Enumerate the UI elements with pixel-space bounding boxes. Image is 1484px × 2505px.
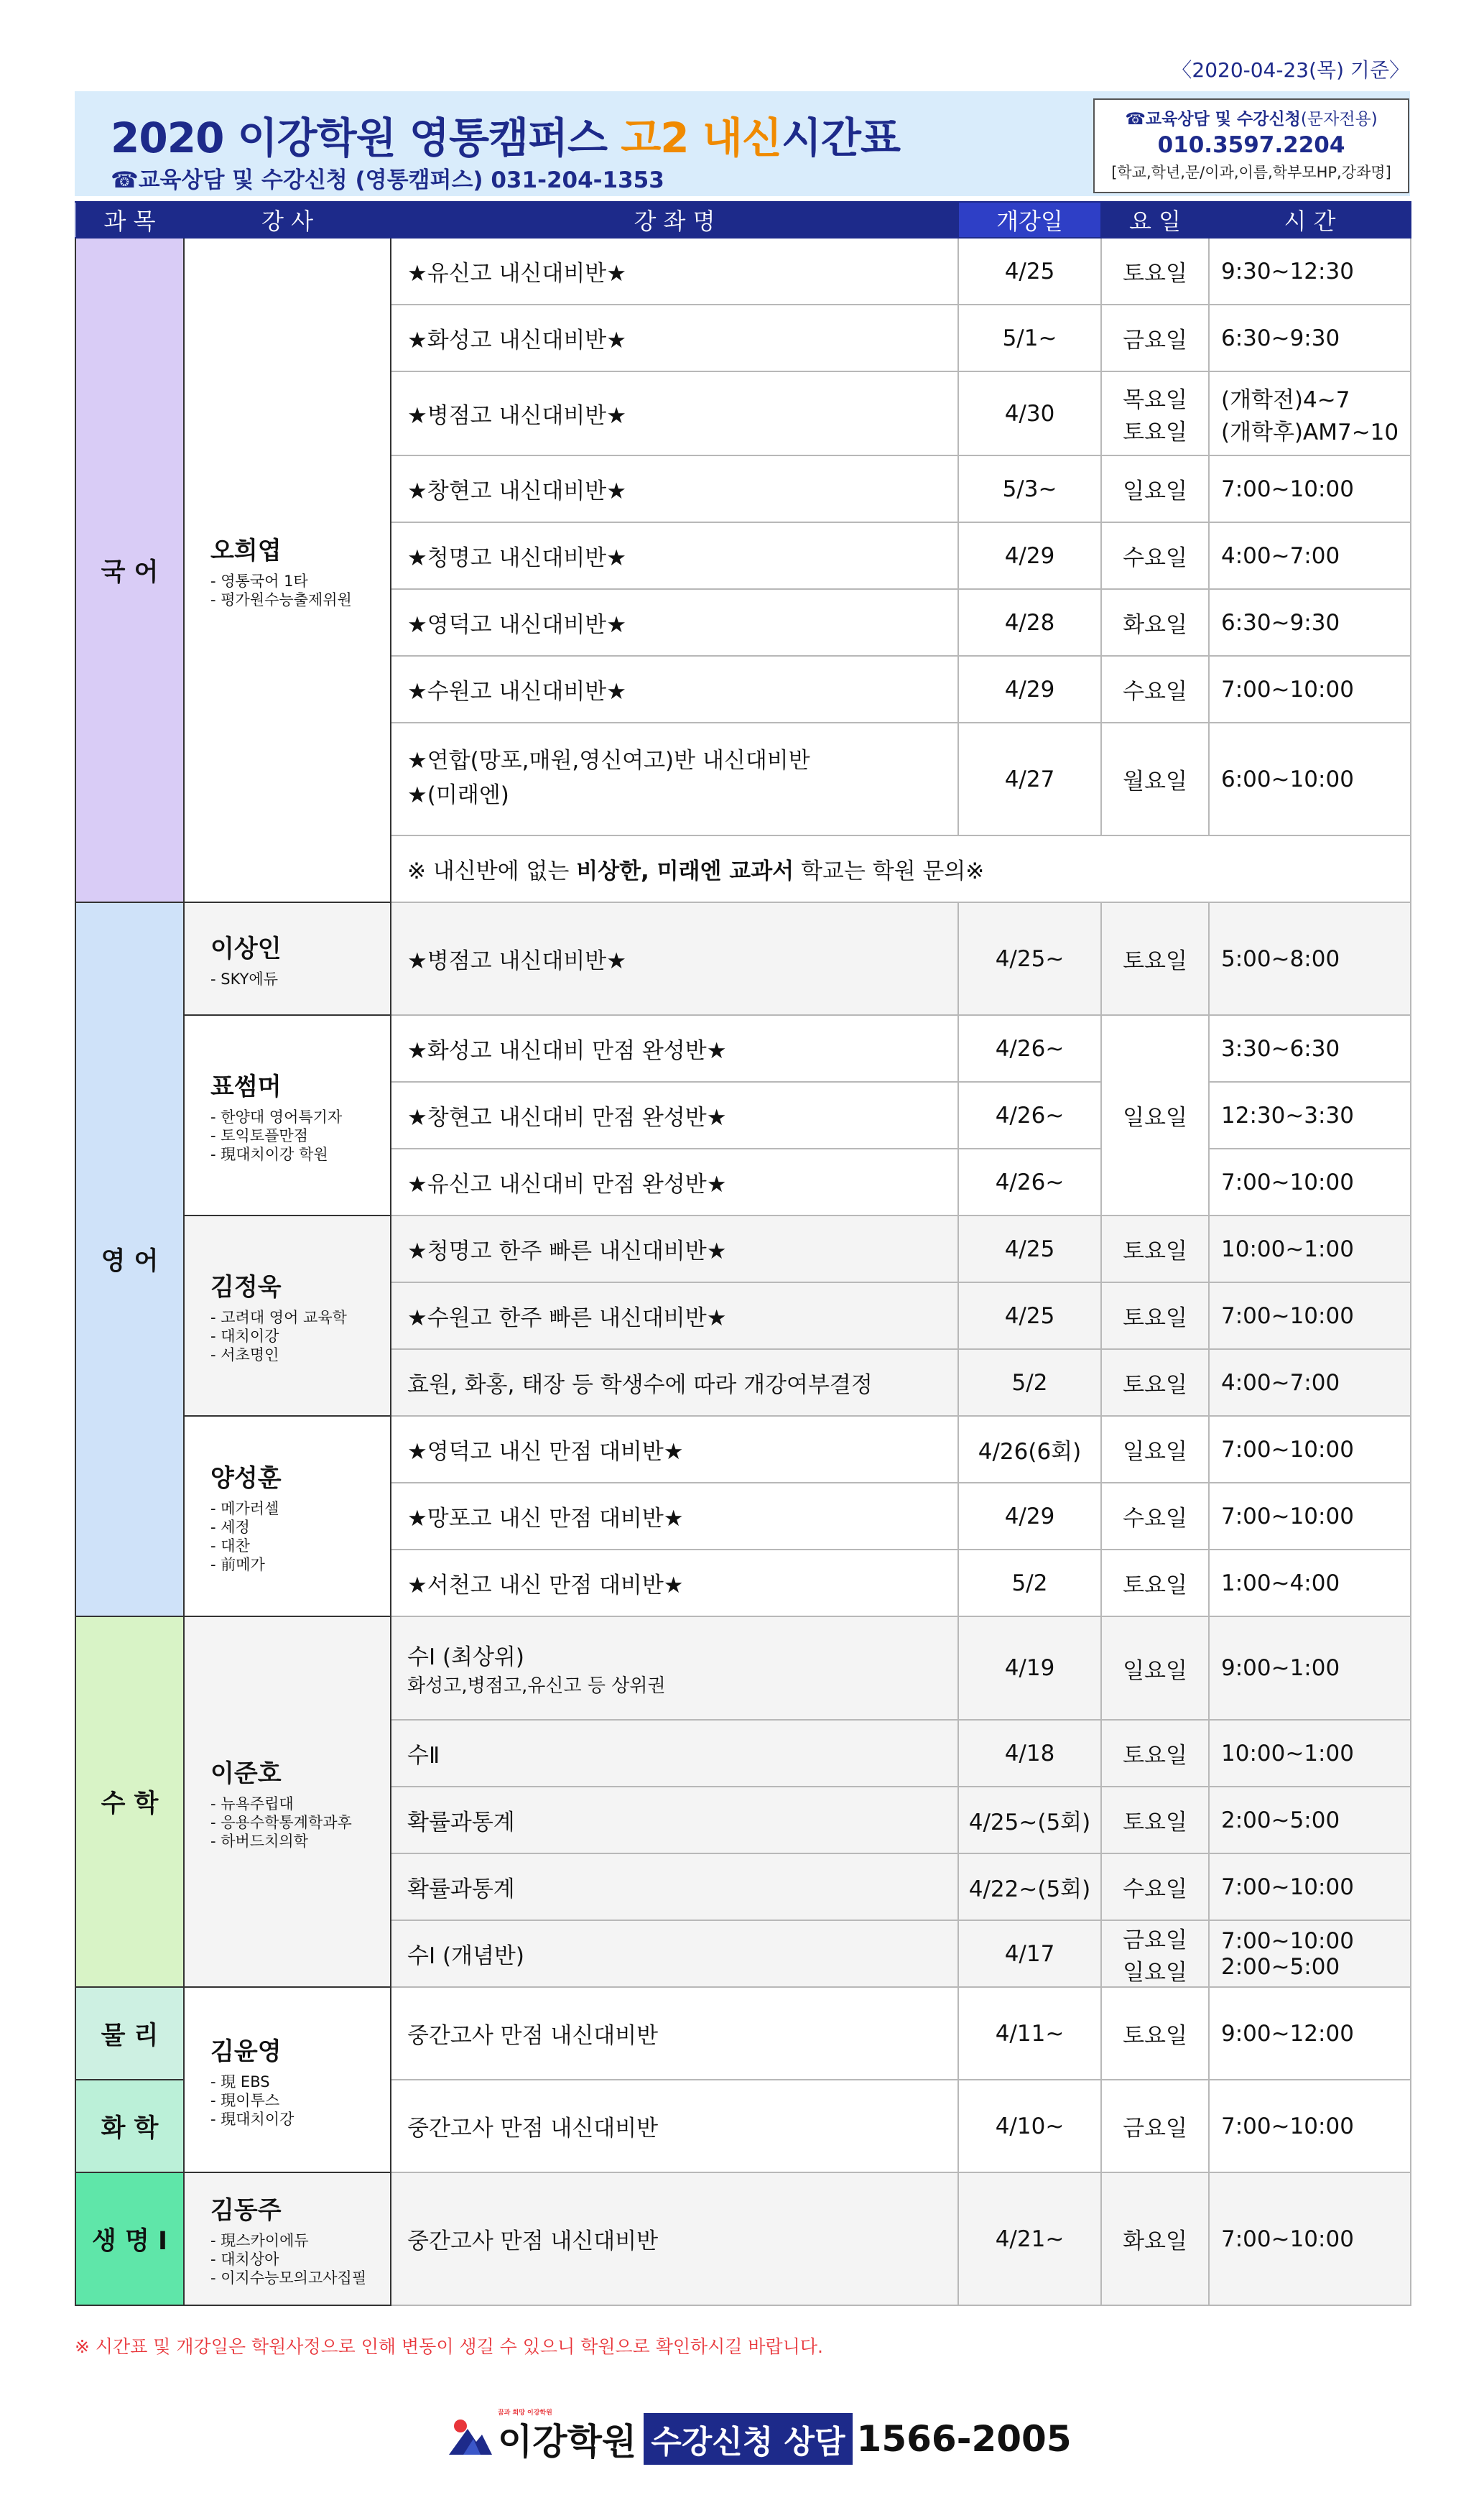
course-name: 중간고사 만점 내신대비반 xyxy=(391,2172,958,2305)
course-name: 효원, 화홍, 태장 등 학생수에 따라 개강여부결정 xyxy=(391,1349,958,1416)
day: 수요일 xyxy=(1101,1853,1209,1920)
day: 월요일 xyxy=(1101,723,1209,835)
teacher-name: 이상인 xyxy=(210,935,282,963)
teacher-oh: 오희엽 - 영통국어 1타 - 평가원수능출제위원 xyxy=(184,238,391,902)
time: 7:00~10:00 xyxy=(1209,1282,1411,1349)
col-header-subject: 과 목 xyxy=(75,202,184,238)
course-name: ★유신고 내신대비 만점 완성반★ xyxy=(391,1149,958,1216)
day: 금요일 xyxy=(1101,305,1209,371)
time: 7:00~10:00 xyxy=(1209,1853,1411,1920)
time: 7:00~10:00 xyxy=(1209,2172,1411,2305)
start-date: 4/11~ xyxy=(958,1987,1101,2080)
course-name: ★수원고 한주 빠른 내신대비반★ xyxy=(391,1282,958,1349)
korean-note: ※ 내신반에 없는 비상한, 미래엔 교과서 학교는 학원 문의※ xyxy=(391,835,1411,902)
course-name: ★연합(망포,매원,영신여고)반 내신대비반 ★(미래엔) xyxy=(391,723,958,835)
col-header-time: 시 간 xyxy=(1209,202,1411,238)
start-date: 4/27 xyxy=(958,723,1101,835)
register-badge[interactable]: 수강신청 상담 xyxy=(644,2413,852,2465)
table-row xyxy=(75,2172,1411,2305)
time: 7:00~10:00 xyxy=(1209,1416,1411,1483)
day: 일요일 xyxy=(1101,1616,1209,1720)
course-name: 중간고사 만점 내신대비반 xyxy=(391,1987,958,2080)
table-row xyxy=(75,238,1411,305)
course-name: ★창현고 내신대비반★ xyxy=(391,455,958,522)
table-row xyxy=(75,1015,1411,1082)
course-name: ★영덕고 내신대비반★ xyxy=(391,589,958,656)
start-date: 4/18 xyxy=(958,1720,1101,1787)
day: 일요일 xyxy=(1101,1416,1209,1483)
start-date: 4/26(6회) xyxy=(958,1416,1101,1483)
timetable xyxy=(75,201,1411,2306)
time: 9:00~1:00 xyxy=(1209,1616,1411,1720)
start-date: 4/29 xyxy=(958,1483,1101,1550)
start-date: 4/26~ xyxy=(958,1082,1101,1149)
contact-phone[interactable]: 010.3597.2204 xyxy=(1157,132,1345,158)
time: 1:00~4:00 xyxy=(1209,1550,1411,1616)
time: 6:30~9:30 xyxy=(1209,589,1411,656)
title-highlight: 고2 내신 xyxy=(621,114,782,162)
course-name: 중간고사 만점 내신대비반 xyxy=(391,2080,958,2172)
teacher-name: 양성훈 xyxy=(210,1464,282,1493)
logo-text: 꿈과 희망 이강학원 이강학원 xyxy=(498,2409,637,2463)
footnote: ※ 시간표 및 개강일은 학원사정으로 인해 변동이 생길 수 있으니 학원으로 확인하시길 바랍니다. xyxy=(75,2336,823,2357)
time: 12:30~3:30 xyxy=(1209,1082,1411,1149)
time: 10:00~1:00 xyxy=(1209,1216,1411,1282)
table-header-row xyxy=(75,202,1411,238)
page-title: 2020 이강학원 영통캠퍼스 고2 내신시간표 xyxy=(111,114,900,162)
start-date: 4/19 xyxy=(958,1616,1101,1720)
teacher-name: 김동주 xyxy=(210,2196,282,2225)
subject-english: 영 어 xyxy=(75,902,184,1616)
contact-info: [학교,학년,문/이과,이름,학부모HP,강좌명] xyxy=(1111,164,1391,181)
time: 5:00~8:00 xyxy=(1209,902,1411,1015)
course-name: 수Ⅰ (개념반) xyxy=(391,1920,958,1987)
start-date: 4/28 xyxy=(958,589,1101,656)
teacher-name: 김윤영 xyxy=(210,2037,282,2066)
day: 화요일 xyxy=(1101,2172,1209,2305)
teacher-kim-j: 김정욱 - 고려대 영어 교육학 - 대치이강 - 서초명인 xyxy=(184,1216,391,1416)
teacher-name: 오희엽 xyxy=(210,537,282,565)
subject-chemistry: 화 학 xyxy=(75,2080,184,2172)
start-date: 4/26~ xyxy=(958,1149,1101,1216)
start-date: 5/1~ xyxy=(958,305,1101,371)
start-date: 4/21~ xyxy=(958,2172,1101,2305)
day: 금요일 일요일 xyxy=(1101,1920,1209,1987)
start-date: 4/29 xyxy=(958,656,1101,723)
page-subtitle: ☎교육상담 및 수강신청 (영통캠퍼스) 031-204-1353 xyxy=(111,167,664,193)
start-date: 4/25 xyxy=(958,1282,1101,1349)
day: 토요일 xyxy=(1101,902,1209,1015)
contact-label: ☎교육상담 및 수강신청(문자전용) xyxy=(1125,110,1378,129)
time: 7:00~10:00 xyxy=(1209,1483,1411,1550)
table-row xyxy=(75,1216,1411,1282)
start-date: 4/26~ xyxy=(958,1015,1101,1082)
teacher-pyo: 표썸머 - 한양대 영어특기자 - 토익토플만점 - 現대치이강 학원 xyxy=(184,1015,391,1216)
day: 토요일 xyxy=(1101,1987,1209,2080)
course-name: ★병점고 내신대비반★ xyxy=(391,371,958,455)
day: 토요일 xyxy=(1101,238,1209,305)
subject-math: 수 학 xyxy=(75,1616,184,1987)
time: 7:00~10:00 xyxy=(1209,2080,1411,2172)
time: 9:30~12:30 xyxy=(1209,238,1411,305)
table-row xyxy=(75,1416,1411,1483)
course-name: 수Ⅱ xyxy=(391,1720,958,1787)
col-header-course: 강 좌 명 xyxy=(391,202,958,238)
course-name: ★청명고 내신대비반★ xyxy=(391,522,958,589)
day: 토요일 xyxy=(1101,1787,1209,1853)
subject-korean: 국 어 xyxy=(75,238,184,902)
day: 토요일 xyxy=(1101,1349,1209,1416)
day: 화요일 xyxy=(1101,589,1209,656)
start-date: 4/25 xyxy=(958,1216,1101,1282)
date-stamp: 〈2020-04-23(목) 기준〉 xyxy=(1172,58,1409,82)
start-date: 4/10~ xyxy=(958,2080,1101,2172)
day: 수요일 xyxy=(1101,1483,1209,1550)
time: 10:00~1:00 xyxy=(1209,1720,1411,1787)
day: 수요일 xyxy=(1101,656,1209,723)
time: 3:30~6:30 xyxy=(1209,1015,1411,1082)
header-banner xyxy=(75,91,1410,196)
col-header-teacher: 강 사 xyxy=(184,202,391,238)
start-date: 4/30 xyxy=(958,371,1101,455)
bottom-phone[interactable]: 1566-2005 xyxy=(856,2418,1072,2460)
course-name: ★수원고 내신대비반★ xyxy=(391,656,958,723)
start-date: 5/2 xyxy=(958,1349,1101,1416)
subject-biology: 생 명 Ⅰ xyxy=(75,2172,184,2305)
day: 토요일 xyxy=(1101,1216,1209,1282)
table-row xyxy=(75,1616,1411,1720)
time: 4:00~7:00 xyxy=(1209,1349,1411,1416)
day: 금요일 xyxy=(1101,2080,1209,2172)
time: 7:00~10:00 2:00~5:00 xyxy=(1209,1920,1411,1987)
time: 7:00~10:00 xyxy=(1209,455,1411,522)
day: 토요일 xyxy=(1101,1282,1209,1349)
time: 7:00~10:00 xyxy=(1209,656,1411,723)
teacher-name: 김정욱 xyxy=(210,1273,282,1302)
course-name: 수Ⅰ (최상위) 화성고,병점고,유신고 등 상위권 xyxy=(391,1616,958,1720)
day: 목요일 토요일 xyxy=(1101,371,1209,455)
time: 6:00~10:00 xyxy=(1209,723,1411,835)
teacher-lee-j: 이준호 - 뉴욕주립대 - 응용수학통계학과후 - 하버드치의학 xyxy=(184,1616,391,1987)
col-header-start: 개강일 xyxy=(958,202,1101,238)
logo-icon xyxy=(447,2417,492,2460)
course-name: 확률과통계 xyxy=(391,1853,958,1920)
course-name: ★화성고 내신대비반★ xyxy=(391,305,958,371)
start-date: 5/3~ xyxy=(958,455,1101,522)
start-date: 5/2 xyxy=(958,1550,1101,1616)
day: 토요일 xyxy=(1101,1550,1209,1616)
contact-box xyxy=(1093,98,1409,193)
bottom-banner xyxy=(447,2409,1072,2464)
day: 일요일 xyxy=(1101,455,1209,522)
start-date: 4/29 xyxy=(958,522,1101,589)
start-date: 4/22~(5회) xyxy=(958,1853,1101,1920)
time: 7:00~10:00 xyxy=(1209,1149,1411,1216)
course-name: ★서천고 내신 만점 대비반★ xyxy=(391,1550,958,1616)
start-date: 4/25~ xyxy=(958,902,1101,1015)
teacher-name: 표썸머 xyxy=(210,1073,282,1101)
time: 4:00~7:00 xyxy=(1209,522,1411,589)
course-name: ★청명고 한주 빠른 내신대비반★ xyxy=(391,1216,958,1282)
table-row xyxy=(75,1987,1411,2080)
table-row xyxy=(75,902,1411,1015)
time: (개학전)4~7 (개학후)AM7~10 xyxy=(1209,371,1411,455)
day: 수요일 xyxy=(1101,522,1209,589)
start-date: 4/25 xyxy=(958,238,1101,305)
subject-physics: 물 리 xyxy=(75,1987,184,2080)
course-name: ★망포고 내신 만점 대비반★ xyxy=(391,1483,958,1550)
course-name: ★유신고 내신대비반★ xyxy=(391,238,958,305)
course-name: ★창현고 내신대비 만점 완성반★ xyxy=(391,1082,958,1149)
start-date: 4/25~(5회) xyxy=(958,1787,1101,1853)
course-name: ★영덕고 내신 만점 대비반★ xyxy=(391,1416,958,1483)
time: 9:00~12:00 xyxy=(1209,1987,1411,2080)
col-header-day: 요 일 xyxy=(1101,202,1209,238)
day: 토요일 xyxy=(1101,1720,1209,1787)
teacher-kim-y: 김윤영 - 現 EBS - 現이투스 - 現대치이강 xyxy=(184,1987,391,2172)
day: 일요일 xyxy=(1101,1015,1209,1216)
course-name: 확률과통계 xyxy=(391,1787,958,1853)
teacher-yang: 양성훈 - 메가러셀 - 세정 - 대찬 - 前메가 xyxy=(184,1416,391,1616)
teacher-lee-s: 이상인 - SKY에듀 xyxy=(184,902,391,1015)
time: 6:30~9:30 xyxy=(1209,305,1411,371)
teacher-name: 이준호 xyxy=(210,1759,282,1788)
course-name: ★화성고 내신대비 만점 완성반★ xyxy=(391,1015,958,1082)
teacher-kim-d: 김동주 - 現스카이에듀 - 대치상아 - 이지수능모의고사집필 xyxy=(184,2172,391,2305)
course-name: ★병점고 내신대비반★ xyxy=(391,902,958,1015)
start-date: 4/17 xyxy=(958,1920,1101,1987)
time: 2:00~5:00 xyxy=(1209,1787,1411,1853)
